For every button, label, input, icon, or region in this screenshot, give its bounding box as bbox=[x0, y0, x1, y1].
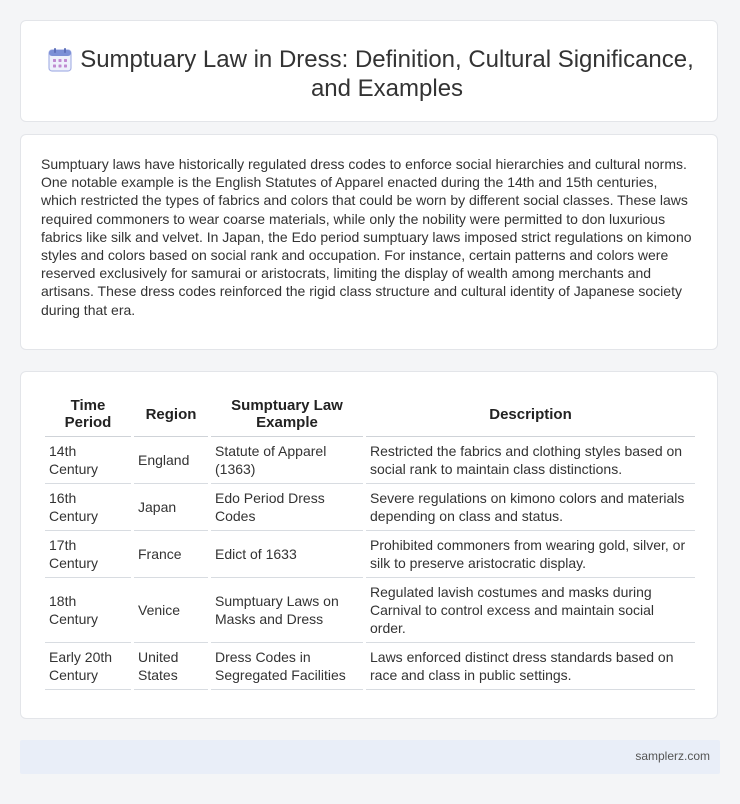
cell-description: Prohibited commoners from wearing gold, silver, or silk to preserve aristocratic display. bbox=[366, 531, 695, 578]
intro-paragraph: Sumptuary laws have historically regulated dress codes to enforce social hierarchies and cultural norms. One notable example is the English Statutes of Apparel enacted during the 14th and 15th centuries, which restricted the types of fabrics and colors that could be worn by different social classes. These laws required commoners to wear coarse materials, while only the nobility were permitted to don luxurious fabrics like silk and velvet. In Japan, the Edo period sumptuary laws imposed strict regulations on kimono styles and colors based on social rank and occupation. For instance, certain patterns and colors were reserved exclusively for samurai or aristocrats, limiting the display of wealth among merchants and artisans. These dress codes reinforced the rigid class structure and cultural identity of Japanese society during that era. bbox=[41, 156, 692, 318]
header-law-example: Sumptuary Law Example bbox=[211, 393, 363, 437]
cell-time-period: 17th Century bbox=[45, 531, 131, 578]
footer-bar bbox=[20, 740, 720, 774]
cell-region: Venice bbox=[134, 578, 208, 643]
cell-region: Japan bbox=[134, 484, 208, 531]
table-row bbox=[45, 531, 695, 578]
cell-description: Severe regulations on kimono colors and materials depending on class and status. bbox=[366, 484, 695, 531]
table-row bbox=[45, 484, 695, 531]
cell-time-period: 18th Century bbox=[45, 578, 131, 643]
header-time-period: Time Period bbox=[45, 393, 131, 437]
cell-description: Restricted the fabrics and clothing styles based on social rank to maintain class distinctions. bbox=[366, 437, 695, 484]
table-card bbox=[20, 371, 718, 719]
cell-description: Laws enforced distinct dress standards based on race and class in public settings. bbox=[366, 643, 695, 690]
table-row bbox=[45, 643, 695, 690]
cell-time-period: 14th Century bbox=[45, 437, 131, 484]
cell-law-example: Sumptuary Laws on Masks and Dress bbox=[211, 578, 363, 643]
header-region: Region bbox=[134, 393, 208, 437]
title-card bbox=[20, 20, 718, 122]
cell-time-period: Early 20th Century bbox=[45, 643, 131, 690]
cell-region: France bbox=[134, 531, 208, 578]
cell-time-period: 16th Century bbox=[45, 484, 131, 531]
table-row bbox=[45, 578, 695, 643]
cell-law-example: Edict of 1633 bbox=[211, 531, 363, 578]
cell-description: Regulated lavish costumes and masks during Carnival to control excess and maintain social order. bbox=[366, 578, 695, 643]
cell-region: United States bbox=[134, 643, 208, 690]
intro-card bbox=[20, 134, 718, 350]
page-title: Sumptuary Law in Dress: Definition, Cultural Significance, and Examples bbox=[80, 46, 694, 102]
table-row bbox=[45, 437, 695, 484]
sumptuary-law-table bbox=[42, 393, 698, 690]
cell-law-example: Statute of Apparel (1363) bbox=[211, 437, 363, 484]
table-header-row bbox=[45, 393, 695, 437]
header-description: Description bbox=[366, 393, 695, 437]
cell-region: England bbox=[134, 437, 208, 484]
footer-site-link[interactable]: samplerz.com bbox=[635, 749, 710, 763]
cell-law-example: Dress Codes in Segregated Facilities bbox=[211, 643, 363, 690]
cell-law-example: Edo Period Dress Codes bbox=[211, 484, 363, 531]
